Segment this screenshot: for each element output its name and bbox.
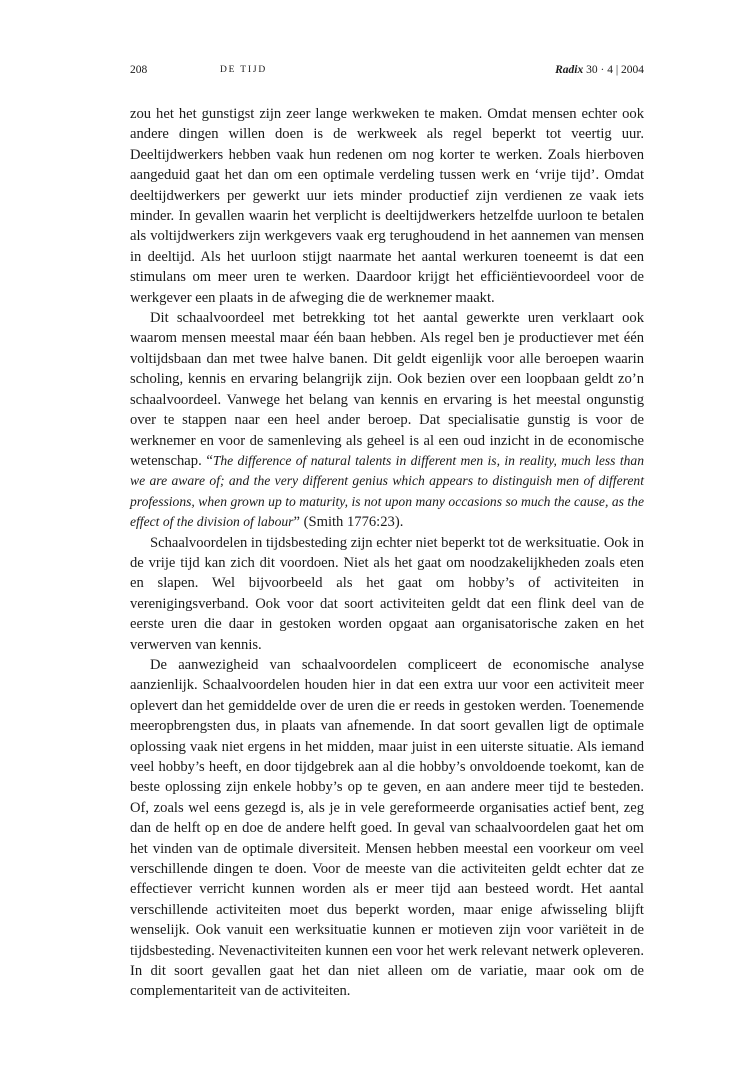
page-number: 208 bbox=[130, 64, 148, 76]
journal-info bbox=[555, 60, 644, 80]
paragraph-2 bbox=[130, 308, 644, 532]
journal-name: Radix bbox=[555, 64, 584, 76]
paragraph-3: Schaalvoordelen in tijdsbesteding zijn echter niet beperkt tot de werksituatie. Ook in de vrije tijd kan zich dit voordoen. Niet als het gaat om noodzakelijkheden zoals eten en slapen. Wel bijvoorbeeld als het gaat om hobby’s of activiteiten in verenigingsverband. Ook voor dat soort activiteiten geldt dat een flink deel van de eerste uren die daar in gestoken worden opgaat aan organisatorische zaken en het verwerven van kennis. bbox=[130, 534, 644, 653]
body-text bbox=[130, 104, 644, 1002]
paragraph-1: zou het het gunstigst zijn zeer lange werkweken te maken. Omdat mensen echter ook andere dingen willen doen is de werkweek als regel beperkt tot veertig uur. Deeltijdwerkers hebben vaak hun redenen om nog korter te werken. Zoals hierboven aangeduid gaat het dan om een optimale verdeling tussen werk en ‘vrije tijd’. Omdat deeltijdwerkers per gewerkt uur iets minder productief zijn verdienen ze vaak iets minder. In gevallen waarin het verplicht is deeltijdwerkers hetzelfde uurloon te betalen als voltijdwerkers zijn werkgevers vaak erg terughoudend in het aannemen van mensen in deeltijd. Als het uurloon stijgt naarmate het aantal werkuren toeneemt is dat een stimulans om meer uren te werken. Daardoor krijgt het efficiëntievoordeel voor de werkgever een plaats in de afweging die de werknemer maakt. bbox=[130, 106, 644, 306]
section-title: DE TIJD bbox=[220, 65, 267, 75]
paragraph-4: De aanwezigheid van schaalvoordelen compliceert de economische analyse aanzienlijk. Schaalvoordelen houden hier in dat een extra uur voor een activiteit meer oplevert dan het gemiddelde over de uren die er reeds in gestoken werden. Toenemende meeropbrengsten dus, in plaats van afnemende. In dat soort gevallen ligt de optimale oplossing vaak niet ergens in het midden, maar juist in een uiterste situatie. Als iemand veel hobby’s heeft, en door tijdgebrek aan al die hobby’s onvoldoende toekomt, kan de beste oplossing zijn enkele hobby’s op te geven, en aan andere meer tijd te besteden. Of, zoals wel eens gezegd is, als je in vele gereformeerde organisaties actief bent, zeg dan de helft op en doe de andere helft goed. In geval van schaalvoordelen gaat het om het vinden van de optimale diversiteit. Mensen hebben meestal een voorkeur om veel verschillende dingen te doen. Voor de meeste van die activiteiten geldt echter dat ze effectiever verricht kunnen worden als er meer tijd aan besteed wordt. Het aantal verschillende activiteiten moet dus beperkt worden, maar enige afwisseling blijft wenselijk. Ook vanuit een werksituatie kunnen er motieven zijn voor variëteit in de tijdsbesteding. Nevenactiviteiten kunnen een voor het werk relevant netwerk opleveren. In dit soort gevallen gaat het dan niet alleen om de variatie, maar ook om de complementariteit van de activiteiten. bbox=[130, 656, 644, 1000]
smith-quote: The difference of natural talents in different men is, in reality, much less than we are aware of; and the very different genius which appears to distinguish men of different professions, when grown up to maturity, is not upon many occasions so much the cause, as the effect of the division of labour bbox=[130, 452, 644, 530]
paragraph-2-text: Dit schaalvoordeel met betrekking tot het aantal gewerkte uren verklaart ook waarom mensen meestal maar één baan hebben. Als regel ben je productiever met één voltijdsbaan dan met twee halve banen. Dit geldt eigenlijk voor alle beroepen waarin scholing, kennis en ervaring belangrijk zijn. Ook bezien over een loopbaan geldt zo’n schaalvoordeel. Vanwege het belang van kennis en ervaring is het meestal ongunstig over te stappen naar een heel ander beroep. Dat specialisatie gunstig is voor de werknemer en voor de samenleving als geheel is al een oud inzicht in de economische wetenschap. “ bbox=[130, 310, 644, 469]
journal-issue: 30 · 4 | 2004 bbox=[586, 64, 644, 76]
quote-citation: ” (Smith 1776:23). bbox=[293, 514, 404, 531]
running-header bbox=[130, 60, 644, 80]
